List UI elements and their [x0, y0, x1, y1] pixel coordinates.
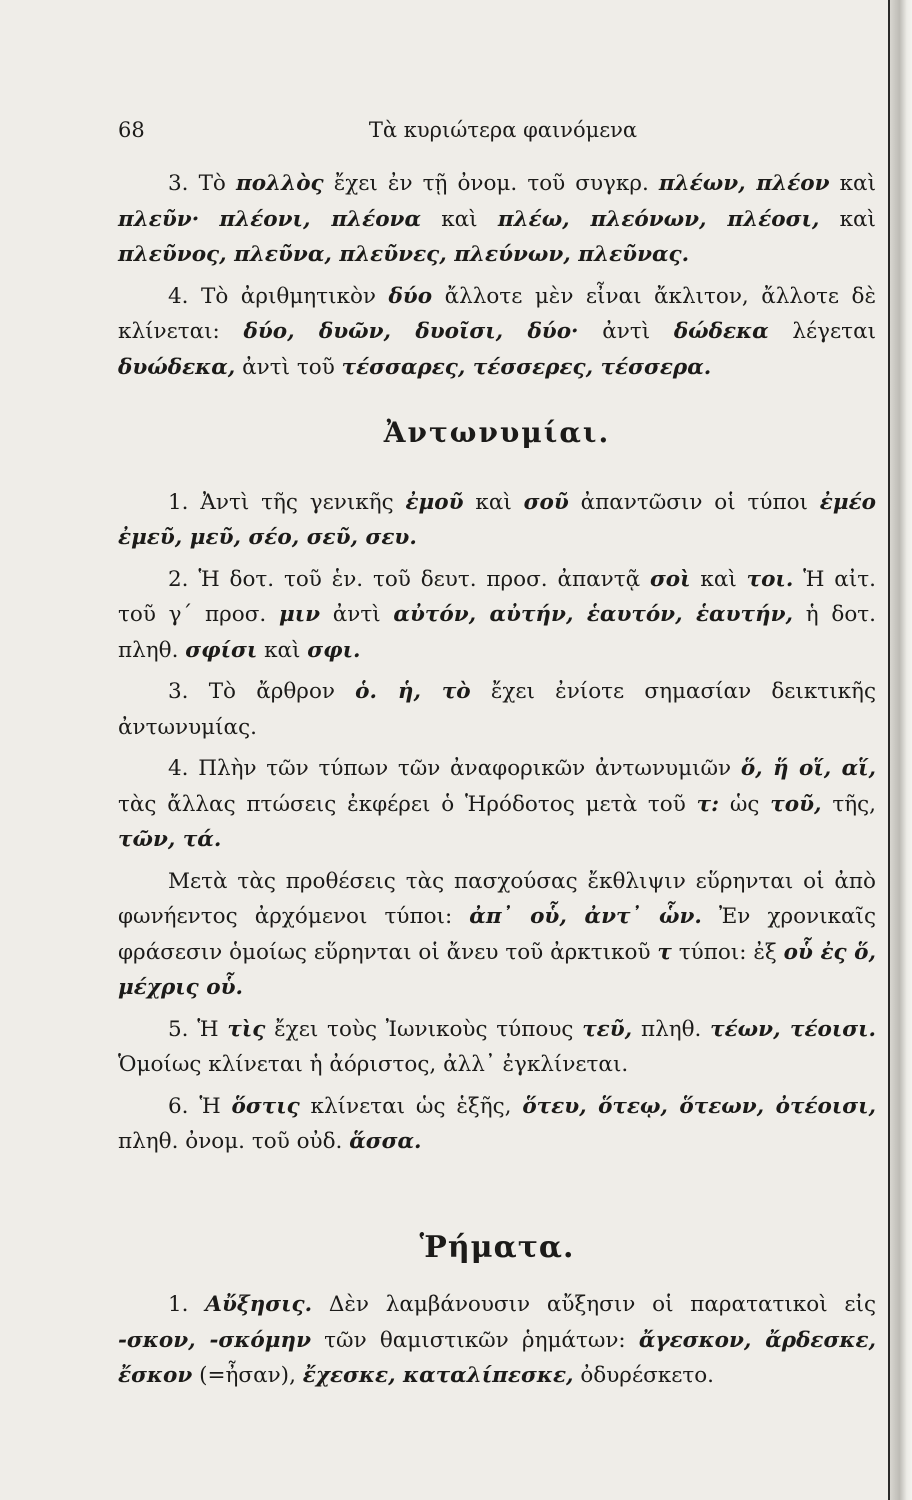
emphasis: πλεῦνος, πλεῦνα, πλεῦνες, πλεύνων, πλεῦνας. — [118, 242, 690, 267]
text-run: ἔχει ἐν τῇ ὀνομ. τοῦ συγκρ. — [323, 171, 659, 196]
body-text — [118, 166, 876, 1400]
emphasis: ὅτευ, ὅτεῳ, ὅτεων, ὀτέοισι, — [522, 1093, 877, 1119]
paragraph — [118, 864, 876, 1006]
emphasis: σοῦ — [523, 489, 569, 515]
text-run: 5. Ἡ — [168, 1016, 228, 1042]
emphasis: σφίσι — [185, 637, 258, 663]
heading-pronouns: Ἀντωνυμίαι. — [383, 416, 611, 449]
emphasis: οὗ ἐς ὅ, μέχρις οὗ. — [118, 939, 876, 1000]
emphasis: αὐτόν, αὐτήν, ἑαυτόν, ἑαυτήν, — [393, 602, 794, 627]
emphasis: ἐμοῦ — [405, 489, 464, 515]
text-run: 1. Ἀντὶ τῆς γενικῆς — [168, 489, 406, 515]
emphasis: τ: — [696, 791, 720, 817]
text-run: ἀπαντῶσιν οἱ τύποι — [568, 489, 820, 515]
running-title: Τὰ κυριώτερα φαινόμενα — [368, 118, 638, 142]
emphasis: ἄγεσκον, ἄρδεσκε, ἔσκον — [118, 1327, 876, 1388]
text-run: Ὁμοίως κλίνεται ἡ ἀόριστος, ἀλλ᾽ ἐγκλίνεται. — [118, 1052, 629, 1077]
text-run: ἀντὶ — [320, 602, 394, 627]
text-run: τὰς ἄλλας πτώσεις ἐκφέρει ὁ Ἡρόδοτος μετὰ τοῦ — [118, 791, 697, 817]
emphasis: τέσσαρες, τέσσερες, τέσσερα. — [341, 354, 712, 380]
emphasis: δύο, δυῶν, δυοῖσι, δύο· — [243, 319, 579, 344]
text-run: ἀντὶ τοῦ — [235, 354, 342, 380]
emphasis: Αὔξησις. — [205, 1292, 313, 1317]
paragraph — [118, 1089, 876, 1160]
text-run: Μετὰ τὰς προθέσεις τὰς πασχούσας ἔκθλιψιν εὕρηνται οἱ ἀπὸ φωνήεντος ἀρχόμενοι τύποι: — [118, 868, 876, 929]
emphasis: πλέω, πλεόνων, πλέοσι, — [497, 206, 820, 232]
text-run: 2. Ἡ δοτ. τοῦ ἑν. τοῦ δευτ. προσ. ἀπαντᾷ — [168, 566, 650, 592]
page-number: 68 — [118, 118, 145, 142]
paragraph — [118, 674, 876, 745]
text-run: 1. — [168, 1292, 206, 1317]
text-run: ἔχει ἐνίοτε σημασίαν δεικτικῆς ἀντωνυμίας. — [118, 679, 876, 740]
emphasis: τέων, τέοισι. — [710, 1016, 876, 1042]
emphasis: ὁ. ἡ, τὸ — [355, 679, 471, 704]
emphasis: τοῦ, — [770, 791, 822, 817]
text-run: ἔχει τοὺς Ἰωνικοὺς τύπους — [265, 1016, 583, 1042]
emphasis: πλέονι, πλέονα — [219, 206, 421, 232]
text-run: καὶ — [690, 566, 747, 592]
emphasis: τ — [657, 939, 672, 965]
text-run: 6. Ἡ — [168, 1093, 232, 1119]
text-run: (=ἦσαν), — [192, 1363, 303, 1388]
text-run: 3. Τὸ ἄρθρον — [168, 679, 356, 704]
emphasis: ὅστις — [231, 1093, 300, 1119]
running-head — [118, 118, 848, 148]
text-run: τῆς, — [821, 791, 876, 817]
paragraph — [118, 751, 876, 858]
emphasis: πολλὸς — [235, 171, 324, 196]
text-run: 4. Τὸ ἀριθμητικὸν — [168, 283, 389, 309]
text-run: 4. Πλὴν τῶν τύπων τῶν ἀναφορικῶν ἀντωνυμιῶν — [168, 756, 741, 781]
emphasis: σοὶ — [649, 566, 691, 592]
text-run: τύποι: ἐξ — [671, 939, 784, 965]
text-run: Ἐν χρονικαῖς φράσεσιν ὁμοίως εὕρηνται οἱ ἄνευ τοῦ ἀρκτικοῦ — [118, 904, 876, 965]
section-verbs — [118, 1287, 876, 1394]
emphasis: ἐμέο ἐμεῦ, μεῦ, σέο, σεῦ, σευ. — [118, 489, 877, 550]
emphasis: δυώδεκα, — [118, 354, 236, 380]
emphasis: σφι. — [307, 637, 361, 663]
emphasis: δύο — [388, 283, 433, 309]
heading-verbs: Ῥήματα. — [419, 1229, 575, 1265]
emphasis: τοι. — [746, 566, 794, 592]
paragraph — [118, 485, 876, 556]
emphasis: ἀπ᾽ οὗ, ἀντ᾽ ὧν. — [469, 904, 702, 929]
emphasis: τῶν, τά. — [118, 827, 222, 852]
emphasis: μιν — [278, 602, 321, 627]
text-run: Ἡ αἰτ. τοῦ γ΄ προσ. — [118, 566, 876, 627]
section-pronouns — [118, 485, 876, 1160]
emphasis: ἅσσα. — [349, 1129, 422, 1154]
emphasis: ἔχεσκε, καταλίπεσκε, — [302, 1363, 574, 1388]
emphasis: -σκον, -σκόμην — [118, 1327, 311, 1353]
text-run: καὶ — [257, 637, 308, 663]
emphasis: τὶς — [227, 1016, 266, 1042]
emphasis: πλέων, πλέον — [658, 171, 830, 196]
emphasis: πλεῦν· — [118, 206, 200, 232]
text-run: καὶ — [829, 171, 876, 196]
emphasis: ὅ, ἥ οἵ, αἵ, — [740, 756, 877, 781]
text-run: τῶν θαμιστικῶν ῥημάτων: — [310, 1327, 639, 1353]
paragraph — [118, 1287, 876, 1394]
text-run: πληθ. — [632, 1016, 711, 1042]
paragraph — [118, 166, 876, 273]
text-run: κλίνεται ὡς ἑξῆς, — [299, 1093, 523, 1119]
section-numerals — [118, 166, 876, 385]
text-run: πληθ. ὀνομ. τοῦ οὐδ. — [118, 1129, 350, 1154]
emphasis: δώδεκα — [673, 319, 769, 344]
paragraph — [118, 1012, 876, 1083]
text-run: ἀντὶ — [578, 319, 674, 344]
text-run: Δὲν λαμβάνουσιν αὔξησιν οἱ παρατατικοὶ εἰς — [312, 1292, 877, 1317]
text-run: καὶ — [463, 489, 524, 515]
text-run: καὶ — [819, 206, 876, 232]
text-run: ὡς — [719, 791, 771, 817]
text-run: 3. Τὸ — [168, 171, 236, 196]
page-edge — [888, 0, 912, 1500]
text-run: ἡ δοτ. πληθ. — [118, 602, 876, 663]
text-run — [199, 207, 219, 232]
text-run: καὶ — [421, 206, 498, 232]
paragraph — [118, 562, 876, 669]
text-run: ἄλλοτε μὲν εἶναι ἄκλιτον, ἄλλοτε δὲ κλίνεται: — [118, 283, 876, 344]
text-run: λέγεται — [768, 319, 877, 344]
emphasis: τεῦ, — [582, 1016, 633, 1042]
paragraph — [118, 279, 876, 386]
text-run: ὀδυρέσκετο. — [573, 1363, 715, 1388]
